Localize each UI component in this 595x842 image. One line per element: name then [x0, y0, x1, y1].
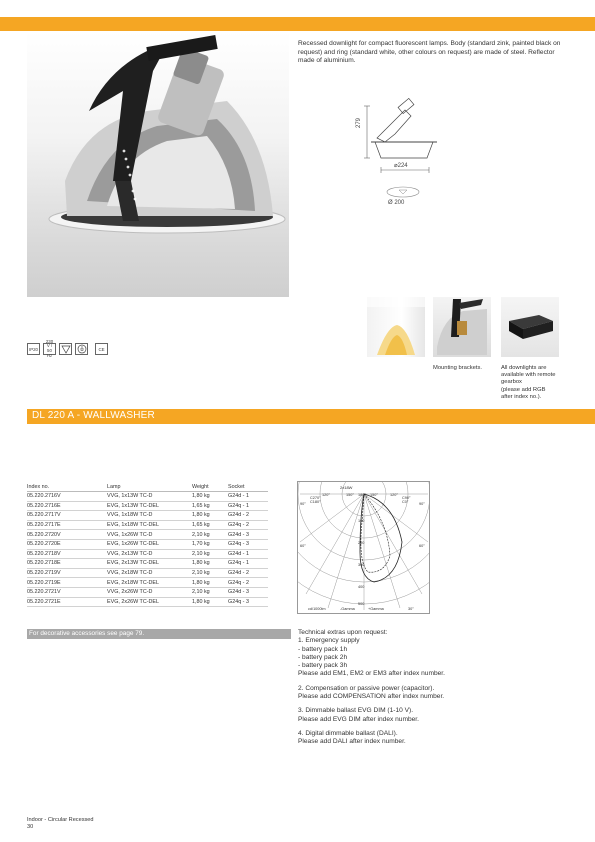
- polar-radial-label: 500: [358, 602, 365, 606]
- polar-unit-label: cd/1000lm: [308, 607, 326, 611]
- top-accent-bar: [0, 17, 595, 31]
- gearbox-caption: All downlights are available with remote gearbox (please add RGB after index no.).: [501, 365, 556, 400]
- polar-angle: 60°: [300, 544, 306, 548]
- mounting-bracket-thumbnail: [433, 297, 491, 357]
- polar-angle: 150°: [370, 493, 378, 497]
- table-header-row: [27, 482, 268, 492]
- header-lamp: Lamp: [107, 482, 192, 492]
- polar-angle: 30°: [408, 607, 414, 611]
- table-row: 05.220.2721E EVG, 2x26W TC-DEL 1,80 kg G24q - 3: [27, 597, 268, 607]
- polar-angle: 180°: [358, 493, 366, 497]
- polar-gamma-label: -Gamma: [340, 607, 355, 611]
- technical-drawing: [355, 98, 445, 210]
- polar-angle: 60°: [419, 544, 425, 548]
- table-row: 05.220.2716E EVG, 1x13W TC-DEL 1,65 kg G24q - 1: [27, 501, 268, 511]
- table-row: 05.220.2719E EVG, 2x18W TC-DEL 1,80 kg G24q - 2: [27, 578, 268, 588]
- polar-angle: 90°: [419, 502, 425, 506]
- polar-angle: 120°: [322, 493, 330, 497]
- polar-angle: 120°: [390, 493, 398, 497]
- ce-icon: CE: [95, 343, 108, 355]
- polar-c-left: C270° C180°: [310, 496, 321, 505]
- drawing-diameter-label: ⌀224: [394, 163, 408, 169]
- ground-icon: [75, 343, 88, 355]
- spec-table: [27, 482, 268, 607]
- polar-radial-label: 100: [358, 519, 365, 523]
- table-row: 05.220.2716V VVG, 1x13W TC-D 1,80 kg G24d - 1: [27, 492, 268, 502]
- table-row: 05.220.2720V VVG, 1x26W TC-D 2,10 kg G24d - 3: [27, 530, 268, 540]
- drawing-cutout-label: Ø 200: [388, 200, 405, 206]
- downlight-illustration: [27, 31, 289, 297]
- polar-gamma-label: +Gamma: [368, 607, 384, 611]
- table-row: 05.220.2718V VVG, 2x13W TC-D 2,10 kg G24d - 1: [27, 549, 268, 559]
- table-row: 05.220.2717E EVG, 1x18W TC-DEL 1,65 kg G24q - 2: [27, 520, 268, 530]
- footer-category: Indoor - Circular Recessed: [27, 817, 94, 823]
- voltage-icon: 230 V / 50 Hz: [43, 343, 56, 355]
- product-description: Recessed downlight for compact fluorescent lamps. Body (standard zink, painted black on request) and ring (standard white, other colours on request) are made of steel. Reflector made of aluminium.: [298, 40, 561, 65]
- remote-gearbox-thumbnail: [501, 297, 559, 357]
- accessories-note: For decorative accessories see page 79.: [29, 630, 145, 637]
- polar-radial-label: 400: [358, 585, 365, 589]
- polar-radial-label: 200: [358, 541, 365, 545]
- product-photo: [27, 31, 289, 297]
- technical-extras: Technical extras upon request: 1. Emergency supply - battery pack 1h - battery pack 2h - battery pack 3h Please add EM1, EM2 or EM3 after index number. 2. Compensation or passive power (capacitor). Please add COMPENSATION after index number. 3. Dimmable ballast EVG DIM (1-10 V). Please add EVG DIM after index number. 4. Digital dimmable ballast (DALI). Please add DALI after index number.: [298, 629, 445, 746]
- polar-diagram: [297, 481, 430, 614]
- section-title: DL 220 A - WALLWASHER: [32, 410, 155, 421]
- mounting-caption: Mounting brackets.: [433, 365, 482, 371]
- polar-header: 2x18W: [340, 485, 353, 490]
- table-row: 05.220.2721V VVG, 2x26W TC-D 2,10 kg G24d - 3: [27, 587, 268, 597]
- table-row: 05.220.2717V VVG, 1x18W TC-D 1,80 kg G24d - 2: [27, 511, 268, 521]
- drawing-height-label: 279: [356, 117, 362, 128]
- wallwasher-light-thumbnail: [367, 297, 425, 357]
- polar-c-right: C90° C0°: [402, 496, 411, 505]
- ip20-icon: IP20: [27, 343, 40, 355]
- triangle-f-icon: [59, 343, 72, 355]
- table-row: 05.220.2720E EVG, 1x26W TC-DEL 1,70 kg G24q - 3: [27, 539, 268, 549]
- header-weight: Weight: [192, 482, 228, 492]
- header-socket: Socket: [228, 482, 268, 492]
- table-row: 05.220.2718E EVG, 2x13W TC-DEL 1,80 kg G24q - 1: [27, 559, 268, 569]
- footer: [27, 817, 94, 832]
- header-index: Index no.: [27, 482, 107, 492]
- polar-angle: 90°: [300, 502, 306, 506]
- polar-radial-label: 300: [358, 563, 365, 567]
- table-row: 05.220.2719V VVG, 2x18W TC-D 2,10 kg G24d - 2: [27, 568, 268, 578]
- page-number: 30: [27, 824, 34, 831]
- polar-angle: 150°: [346, 493, 354, 497]
